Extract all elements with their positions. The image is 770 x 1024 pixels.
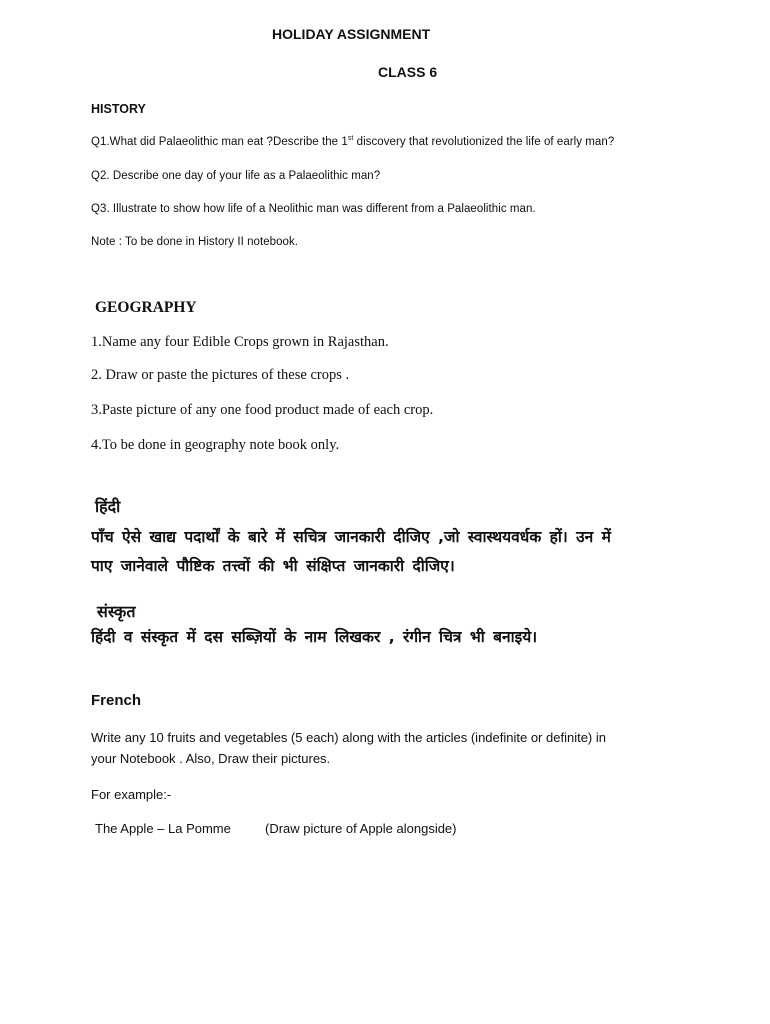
french-line-2: your Notebook . Also, Draw their pictures. (91, 751, 331, 766)
hindi-line-1: पाँच ऐसे खाद्य पदार्थों के बारे में सचित्र जानकारी दीजिए ,जो स्वास्थयवर्धक हों। उन में (91, 528, 611, 546)
history-question-1 (91, 136, 614, 148)
french-example-label: For example:- (91, 787, 172, 802)
sanskrit-heading: संस्कृत (97, 602, 136, 621)
geography-item-3: 3.Paste picture of any one food product made of each crop. (91, 402, 434, 418)
french-heading: French (91, 692, 142, 709)
history-note: Note : To be done in History II notebook. (91, 236, 299, 248)
history-question-1-sup: st (347, 135, 354, 143)
geography-heading: GEOGRAPHY (95, 299, 197, 316)
geography-item-1: 1.Name any four Edible Crops grown in Rajasthan. (91, 334, 389, 350)
french-example-left: The Apple – La Pomme (95, 821, 231, 836)
history-question-1-suffix: discovery that revolutionized the life of early man? (353, 136, 615, 148)
class-label: CLASS 6 (378, 64, 438, 80)
hindi-line-2: पाए जानेवाले पौष्टिक तत्त्वों की भी संक्षिप्त जानकारी दीजिए। (91, 557, 455, 575)
geography-item-4: 4.To be done in geography note book only. (91, 437, 340, 453)
document-title: HOLIDAY ASSIGNMENT (272, 26, 431, 42)
hindi-heading: हिंदी (95, 497, 121, 516)
history-question-1-prefix: Q1.What did Palaeolithic man eat ?Describe the 1 (91, 136, 348, 148)
history-question-2: Q2. Describe one day of your life as a Palaeolithic man? (91, 170, 381, 182)
french-line-1: Write any 10 fruits and vegetables (5 each) along with the articles (indefinite or definite) in (91, 730, 606, 745)
history-heading: HISTORY (91, 102, 146, 116)
history-question-3: Q3. Illustrate to show how life of a Neolithic man was different from a Palaeolithic man. (91, 203, 536, 215)
sanskrit-line-1: हिंदी व संस्कृत में दस सब्ज़ियों के नाम लिखकर , रंगीन चित्र भी बनाइये। (91, 628, 538, 646)
french-example-right: (Draw picture of Apple alongside) (265, 821, 457, 836)
geography-item-2: 2. Draw or paste the pictures of these crops . (91, 367, 350, 383)
